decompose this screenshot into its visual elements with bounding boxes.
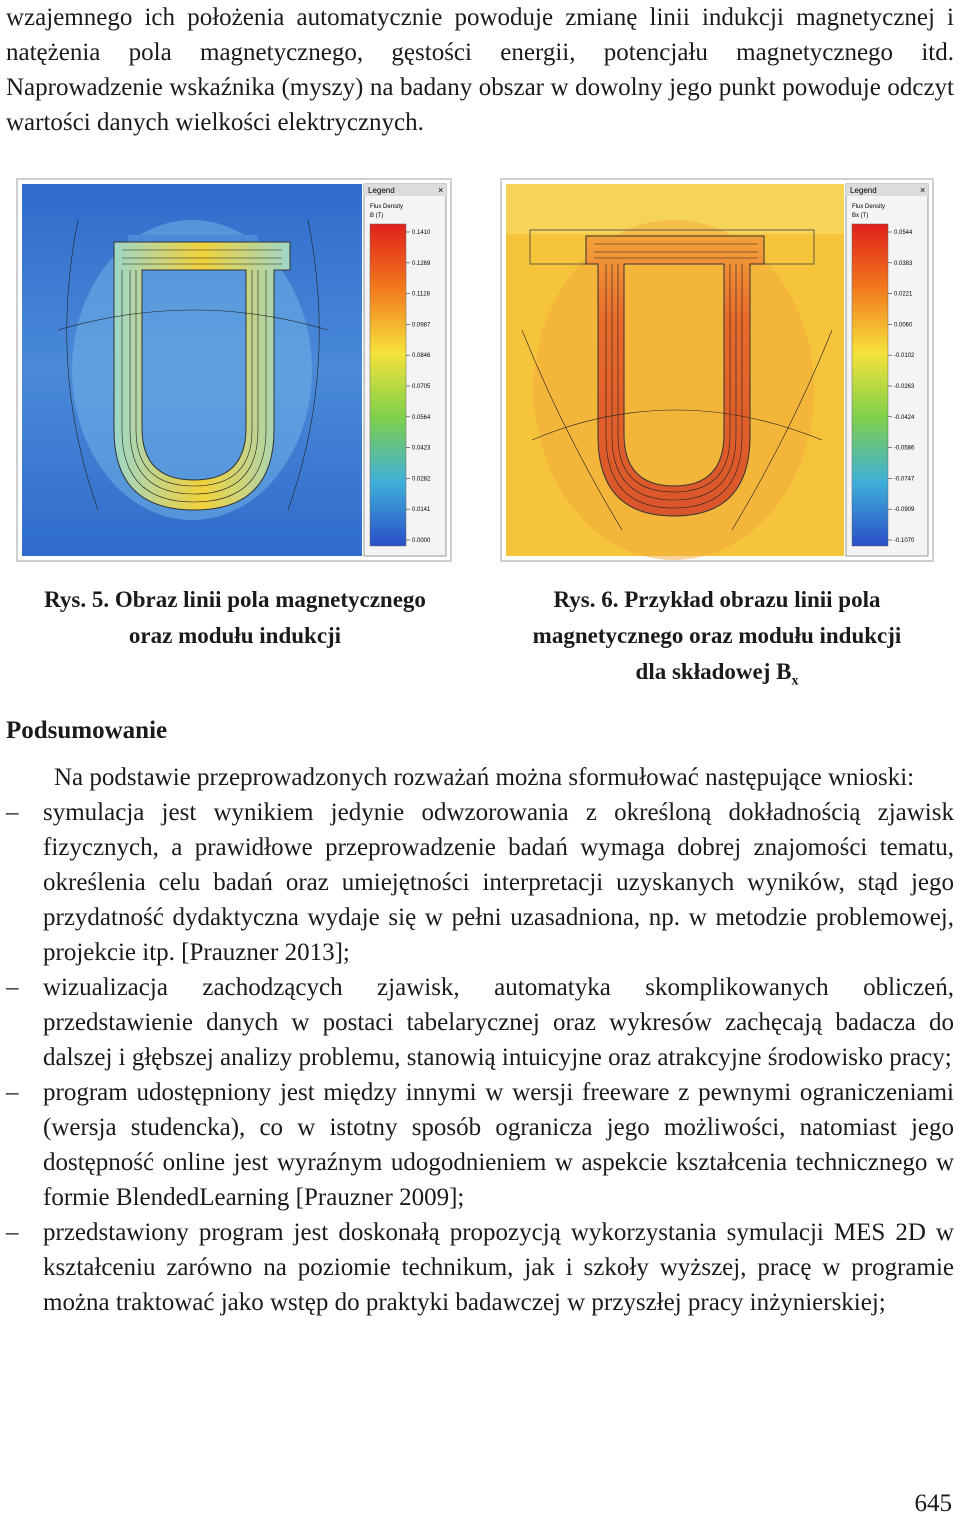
page-number: 645 [914,1490,952,1517]
figure-5-flux-density-map [16,178,452,562]
caption-line: Rys. 6. Przykład obrazu linii pola [553,587,881,612]
legend-tick-label: 0.0221 [894,291,913,298]
caption-line: oraz modułu indukcji [128,623,342,648]
caption-text: dla składowej B [635,659,792,684]
figure-6-image [502,180,932,560]
legend-tick-label: 0.0282 [412,476,431,483]
dash-bullet: – [6,1079,19,1106]
legend-tick-label: 0.0141 [412,507,431,514]
figure-6-flux-density-bx-map [500,178,934,562]
legend-tick-label: 0.0060 [894,322,913,329]
list-item-text: program udostępniony jest między innymi w wersji freeware z pewnymi ograniczeniami (wersja studencka), co w istotny sposób ogranicza jego możliwości, natomiast jego dostępność online jest wyraźnym udogodnieniem w aspekcie kształcenia technicznego w formie BlendedLearning [Prauzner 2009]; [43,1079,954,1211]
legend-tick-label: -0.0102 [894,353,915,360]
legend-tick-label: 0.0564 [412,414,431,421]
figure-6-caption [482,582,952,700]
dash-bullet: – [6,799,19,826]
legend-tick-label: 0.0705 [412,384,431,390]
close-icon: × [438,185,444,195]
legend-tick-label: -0.0747 [894,476,915,483]
legend-tick-label: 0.0846 [412,353,431,360]
caption-subscript: x [791,673,799,689]
legend-unit: B (T) [370,213,384,219]
list-item [6,970,954,1075]
legend-tick-label: -0.0586 [894,445,915,452]
legend-unit: Bx (T) [852,213,869,219]
legend-tick-label: 0.1410 [412,230,431,236]
legend-tick-label: 0.0000 [412,538,431,544]
legend-header: Legend [850,186,877,195]
list-item-text: symulacja jest wynikiem jedynie odwzorowania z określoną dokładnością zjawisk fizycznych, a prawidłowe przeprowadzenie badań wymaga dobrej znajomości tematu, określenia celu badań oraz umiejętności interpretacji uzyskanych wyników, stąd jego przydatność dydaktyczna wydaje się w pełni uzasadniona, np. w metodzie problemowej, projekcie itp. [Prauzner 2013]; [43,799,954,966]
legend-header: Legend [368,186,395,195]
conclusions-list [6,795,954,1320]
legend-tick-label: -0.0263 [894,384,915,390]
legend-tick-label: 0.0383 [894,260,913,267]
legend-tick-label: -0.1070 [894,538,915,544]
legend-tick-label: 0.1128 [412,291,430,298]
list-item [6,1215,954,1320]
legend-tick-label: -0.0424 [894,414,915,421]
lead-paragraph: Na podstawie przeprowadzonych rozważań można sformułować następujące wnioski: [54,764,915,791]
legend-tick-label: 0.1269 [412,260,431,267]
list-item [6,795,954,970]
figure-5-image [18,180,450,560]
legend-tick-label: 0.0544 [894,230,913,236]
intro-text: wzajemnego ich położenia automatycznie powoduje zmianę linii indukcji magnetycznej i natężenia pola magnetycznego, gęstości energii, potencjału magnetycznego itd. Naprowadzenie wskaźnika (myszy) na badany obszar w dowolny jego punkt powoduje odczyt wartości danych wielkości elektrycznych. [6,4,954,136]
section-heading: Podsumowanie [6,717,168,744]
legend-tick-label: 0.0423 [412,445,431,452]
legend-tick-label: 0.0987 [412,322,431,329]
legend-title: Flux Density [852,204,886,210]
intro-paragraph [6,0,954,140]
section-body [6,760,954,1320]
list-item [6,1075,954,1215]
dash-bullet: – [6,1219,19,1246]
list-item-text: wizualizacja zachodzących zjawisk, automatyka skomplikowanych obliczeń, przedstawienie danych w postaci tabelarycznej oraz wykresów zachęcają badacza do dalszej i głębszej analizy problemu, stanowią intuicyjne oraz atrakcyjne środowisko pracy; [43,974,954,1071]
caption-line: Rys. 5. Obraz linii pola magnetycznego [44,587,426,612]
list-item-text: przedstawiony program jest doskonałą propozycją wykorzystania symulacji MES 2D w kształceniu zarówno na poziomie technikum, jak i szkoły wyższej, pracę w programie można traktować jako wstęp do praktyki badawczej w przyszłej pracy inżynierskiej; [43,1219,954,1316]
figure-5-caption [0,582,470,654]
close-icon: × [920,185,926,195]
caption-line [482,654,952,700]
dash-bullet: – [6,974,19,1001]
legend-title: Flux Density [370,204,404,210]
caption-line: magnetycznego oraz modułu indukcji [532,623,902,648]
legend-tick-label: -0.0909 [894,507,915,514]
